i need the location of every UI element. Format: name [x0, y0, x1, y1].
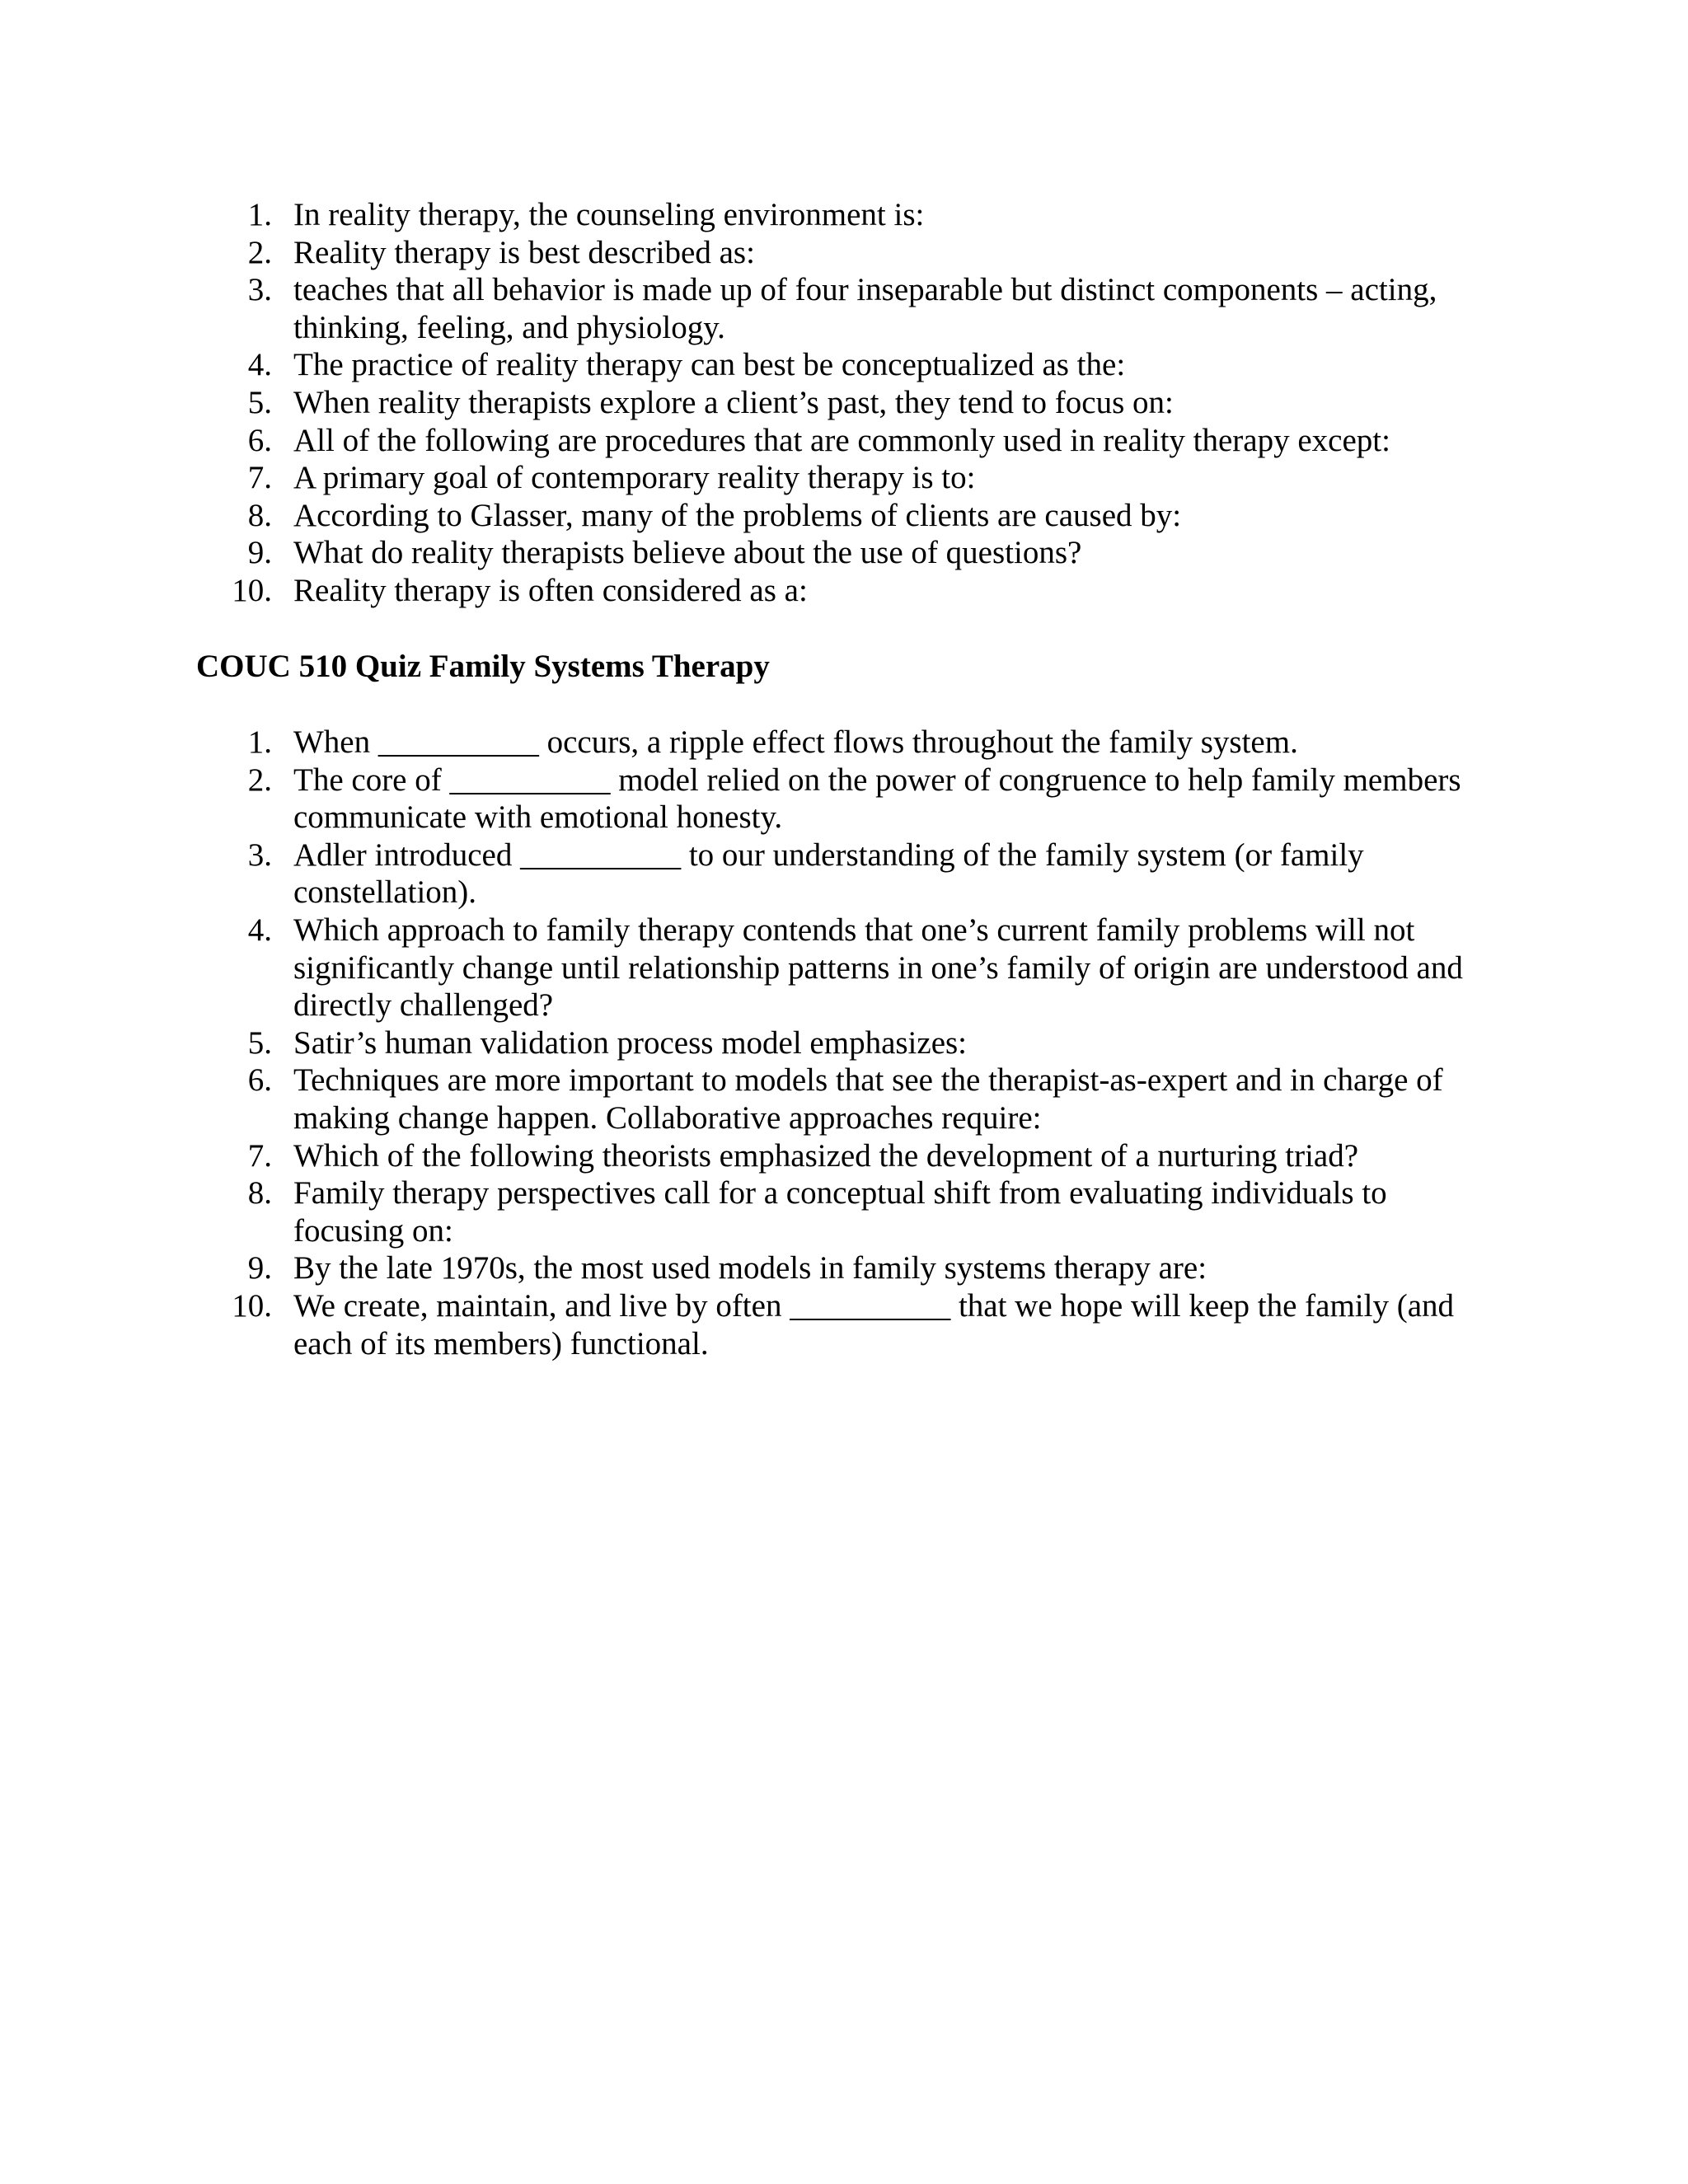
- question-number: 5.: [247, 384, 272, 420]
- question-text: Family therapy perspectives call for a conceptual shift from evaluating individuals to focusing on:: [293, 1175, 1387, 1249]
- question-item: [231, 234, 1500, 272]
- question-number: 1.: [247, 197, 272, 232]
- question-item: [231, 534, 1500, 572]
- question-number: 5.: [247, 1024, 272, 1061]
- question-item: [231, 1174, 1500, 1249]
- family-systems-question-list: [231, 724, 1500, 1362]
- question-text: Adler introduced __________ to our understanding of the family system (or family constellation).: [293, 837, 1364, 911]
- question-number: 1.: [247, 724, 272, 760]
- question-number: 8.: [247, 1175, 272, 1212]
- question-item: [231, 572, 1500, 610]
- question-text: Reality therapy is best described as:: [293, 234, 755, 270]
- question-number: 7.: [247, 1137, 272, 1174]
- question-number: 2.: [247, 234, 272, 270]
- question-item: [231, 837, 1500, 912]
- question-item: [231, 1287, 1500, 1362]
- question-text: Which approach to family therapy contends that one’s current family problems will not significantly change until relationship patterns in one’s family of origin are understood and directly challenged?: [293, 912, 1463, 1024]
- question-text: When __________ occurs, a ripple effect flows throughout the family system.: [293, 724, 1298, 760]
- reality-therapy-question-list: [231, 196, 1500, 610]
- question-text: When reality therapists explore a client’s past, they tend to focus on:: [293, 384, 1174, 420]
- question-item: [231, 422, 1500, 460]
- question-text: We create, maintain, and live by often __________ that we hope will keep the family (and each of its members) functional.: [293, 1287, 1454, 1361]
- question-number: 10.: [232, 572, 272, 608]
- question-item: [231, 1137, 1500, 1175]
- question-item: [231, 724, 1500, 762]
- question-item: [231, 1024, 1500, 1062]
- question-text: Which of the following theorists emphasized the development of a nurturing triad?: [293, 1137, 1359, 1174]
- question-number: 9.: [247, 1250, 272, 1286]
- question-number: 9.: [247, 535, 272, 571]
- question-text: In reality therapy, the counseling environment is:: [293, 197, 925, 232]
- question-text: The practice of reality therapy can best be conceptualized as the:: [293, 347, 1126, 383]
- question-item: [231, 196, 1500, 234]
- question-number: 2.: [247, 762, 272, 798]
- question-item: [231, 1062, 1500, 1137]
- question-item: [231, 912, 1500, 1024]
- question-item: [231, 1249, 1500, 1287]
- question-text: teaches that all behavior is made up of four inseparable but distinct components – acting, thinking, feeling, and physiology.: [293, 272, 1437, 345]
- question-text: Reality therapy is often considered as a:: [293, 572, 808, 608]
- question-text: Techniques are more important to models that see the therapist-as-expert and in charge of making change happen. Collaborative approaches require:: [293, 1062, 1443, 1136]
- question-text: All of the following are procedures that are commonly used in reality therapy except:: [293, 422, 1390, 458]
- question-item: [231, 459, 1500, 497]
- question-number: 3.: [247, 837, 272, 873]
- question-text: What do reality therapists believe about the use of questions?: [293, 535, 1082, 571]
- section-heading: COUC 510 Quiz Family Systems Therapy: [196, 649, 770, 684]
- question-number: 3.: [247, 272, 272, 308]
- question-text: The core of __________ model relied on the power of congruence to help family members communicate with emotional honesty.: [293, 762, 1461, 836]
- question-text: By the late 1970s, the most used models in family systems therapy are:: [293, 1250, 1207, 1286]
- question-number: 7.: [247, 460, 272, 496]
- question-number: 4.: [247, 912, 272, 948]
- question-item: [231, 497, 1500, 535]
- question-item: [231, 346, 1500, 384]
- question-text: A primary goal of contemporary reality therapy is to:: [293, 460, 976, 496]
- question-number: 6.: [247, 1062, 272, 1099]
- question-item: [231, 762, 1500, 837]
- question-text: According to Glasser, many of the problems of clients are caused by:: [293, 497, 1182, 533]
- question-number: 8.: [247, 497, 272, 533]
- question-number: 4.: [247, 347, 272, 383]
- question-text: Satir’s human validation process model emphasizes:: [293, 1024, 968, 1061]
- question-item: [231, 384, 1500, 422]
- question-number: 6.: [247, 422, 272, 458]
- question-number: 10.: [232, 1287, 272, 1324]
- question-item: [231, 271, 1500, 346]
